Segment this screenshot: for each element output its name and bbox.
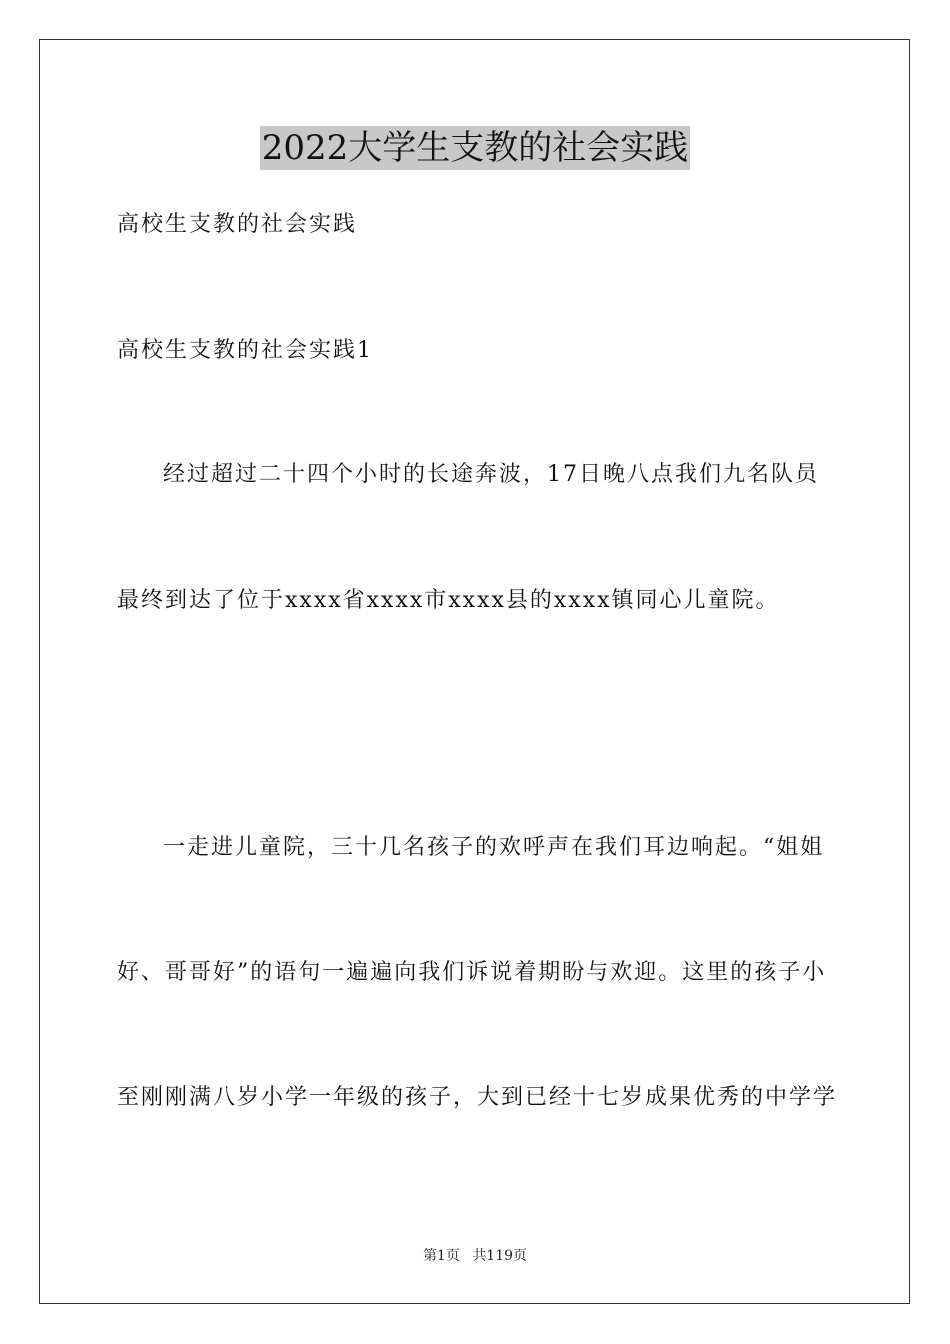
page-footer bbox=[0, 1247, 950, 1265]
title-container bbox=[0, 126, 950, 170]
document-title: 2022大学生支教的社会实践 bbox=[261, 128, 689, 168]
paragraph-1-line-1: 经过超过二十四个小时的长途奔波，17日晚八点我们九名队员 bbox=[163, 462, 819, 487]
document-subtitle: 高校生支教的社会实践 bbox=[117, 212, 358, 237]
section-heading: 高校生支教的社会实践1 bbox=[117, 338, 373, 363]
paragraph-2-line-2: 好、哥哥好”的语句一遍遍向我们诉说着期盼与欢迎。这里的孩子小 bbox=[117, 960, 827, 985]
page-number: 第1页 bbox=[422, 1248, 460, 1264]
paragraph-2-line-1: 一走进儿童院，三十几名孩子的欢呼声在我们耳边响起。“姐姐 bbox=[163, 835, 825, 860]
paragraph-2-line-3: 至刚刚满八岁小学一年级的孩子，大到已经十七岁成果优秀的中学学 bbox=[117, 1085, 838, 1110]
paragraph-1-line-2: 最终到达了位于xxxx省xxxx市xxxx县的xxxx镇同心儿童院。 bbox=[117, 588, 780, 613]
total-pages: 共119页 bbox=[472, 1248, 528, 1264]
